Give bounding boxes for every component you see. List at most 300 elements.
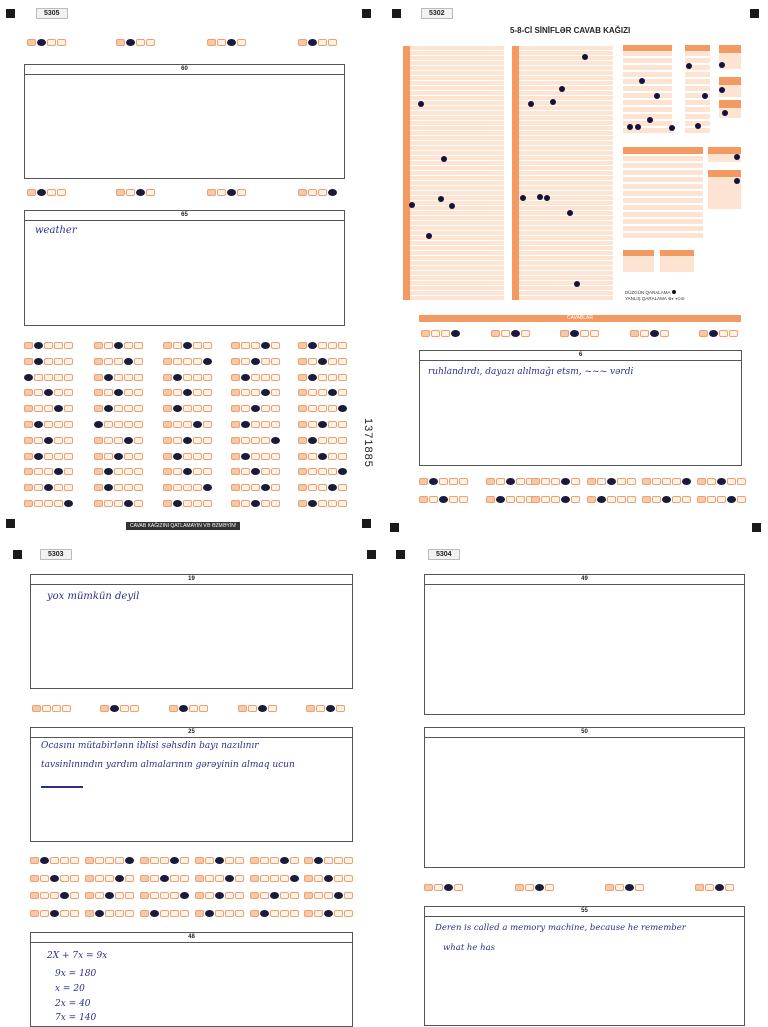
bubble[interactable] <box>298 342 307 349</box>
bubble[interactable] <box>241 389 250 396</box>
bubble[interactable] <box>183 484 192 491</box>
bubble-row[interactable] <box>94 374 144 383</box>
bubble[interactable] <box>250 892 259 899</box>
bubble[interactable] <box>104 437 113 444</box>
bubble[interactable] <box>260 857 269 864</box>
bubble[interactable] <box>328 500 337 507</box>
bubble[interactable] <box>24 484 33 491</box>
filled-bubble[interactable] <box>308 374 317 381</box>
bubble[interactable] <box>104 342 113 349</box>
bubble[interactable] <box>134 421 143 428</box>
bubble[interactable] <box>308 358 317 365</box>
bubble[interactable] <box>516 478 525 485</box>
bubble[interactable] <box>231 453 240 460</box>
bubble[interactable] <box>95 892 104 899</box>
filled-bubble[interactable] <box>334 892 343 899</box>
bubble[interactable] <box>707 496 716 503</box>
bubble[interactable] <box>24 421 33 428</box>
filled-bubble[interactable] <box>496 496 505 503</box>
bubble-row[interactable] <box>231 358 281 367</box>
bubble[interactable] <box>104 421 113 428</box>
bubble-row[interactable] <box>587 478 637 487</box>
bubble[interactable] <box>195 910 204 917</box>
bubble[interactable] <box>173 437 182 444</box>
bubble[interactable] <box>85 875 94 882</box>
bubble[interactable] <box>419 478 428 485</box>
bubble[interactable] <box>318 500 327 507</box>
bubble[interactable] <box>150 875 159 882</box>
bubble[interactable] <box>235 910 244 917</box>
bubble[interactable] <box>193 453 202 460</box>
bubble[interactable] <box>308 468 317 475</box>
bubble[interactable] <box>250 910 259 917</box>
filled-bubble[interactable] <box>94 421 103 428</box>
filled-bubble[interactable] <box>54 468 63 475</box>
bubble[interactable] <box>298 453 307 460</box>
bubble[interactable] <box>54 358 63 365</box>
bubble[interactable] <box>551 496 560 503</box>
bubble[interactable] <box>338 484 347 491</box>
bubble-row[interactable] <box>298 39 338 48</box>
bubble[interactable] <box>328 437 337 444</box>
filled-bubble[interactable] <box>150 910 159 917</box>
filled-bubble[interactable] <box>115 875 124 882</box>
bubble-row[interactable] <box>560 330 600 339</box>
bubble[interactable] <box>44 342 53 349</box>
bubble[interactable] <box>134 484 143 491</box>
bubble-row[interactable] <box>298 405 348 414</box>
bubble-row[interactable] <box>24 500 74 509</box>
bubble[interactable] <box>304 875 313 882</box>
bubble[interactable] <box>170 875 179 882</box>
bubble-row[interactable] <box>24 484 74 493</box>
bubble[interactable] <box>70 857 79 864</box>
bubble[interactable] <box>50 892 59 899</box>
bubble[interactable] <box>163 500 172 507</box>
bubble[interactable] <box>235 875 244 882</box>
bubble[interactable] <box>459 496 468 503</box>
bubble[interactable] <box>40 892 49 899</box>
bubble-row[interactable] <box>24 374 74 383</box>
bubble-row[interactable] <box>531 496 581 505</box>
bubble[interactable] <box>338 421 347 428</box>
bubble[interactable] <box>449 496 458 503</box>
bubble[interactable] <box>439 478 448 485</box>
bubble[interactable] <box>115 892 124 899</box>
filled-bubble[interactable] <box>318 453 327 460</box>
filled-bubble[interactable] <box>183 437 192 444</box>
bubble[interactable] <box>231 342 240 349</box>
filled-bubble[interactable] <box>173 405 182 412</box>
bubble[interactable] <box>328 374 337 381</box>
bubble[interactable] <box>298 500 307 507</box>
bubble[interactable] <box>104 358 113 365</box>
bubble[interactable] <box>571 496 580 503</box>
bubble[interactable] <box>85 892 94 899</box>
filled-bubble[interactable] <box>104 405 113 412</box>
bubble[interactable] <box>124 405 133 412</box>
filled-bubble[interactable] <box>338 405 347 412</box>
bubble[interactable] <box>94 468 103 475</box>
bubble[interactable] <box>70 892 79 899</box>
bubble-row[interactable] <box>24 421 74 430</box>
bubble[interactable] <box>298 437 307 444</box>
bubble-row[interactable] <box>695 884 735 893</box>
bubble[interactable] <box>642 496 651 503</box>
bubble[interactable] <box>697 478 706 485</box>
bubble[interactable] <box>541 496 550 503</box>
bubble[interactable] <box>203 468 212 475</box>
bubble[interactable] <box>271 374 280 381</box>
filled-bubble[interactable] <box>290 875 299 882</box>
bubble[interactable] <box>241 405 250 412</box>
bubble[interactable] <box>271 484 280 491</box>
question-55-box[interactable] <box>424 906 745 1026</box>
bubble[interactable] <box>486 478 495 485</box>
bubble[interactable] <box>54 484 63 491</box>
bubble-row[interactable] <box>486 496 536 505</box>
question-48-box[interactable] <box>30 932 353 1027</box>
filled-bubble[interactable] <box>607 478 616 485</box>
bubble[interactable] <box>225 910 234 917</box>
bubble[interactable] <box>251 437 260 444</box>
bubble[interactable] <box>193 405 202 412</box>
bubble[interactable] <box>34 500 43 507</box>
bubble[interactable] <box>94 500 103 507</box>
bubble-row[interactable] <box>298 468 348 477</box>
bubble-row[interactable] <box>298 189 338 198</box>
bubble-row[interactable] <box>85 857 135 866</box>
bubble[interactable] <box>124 453 133 460</box>
bubble[interactable] <box>587 496 596 503</box>
bubble[interactable] <box>271 405 280 412</box>
bubble[interactable] <box>114 405 123 412</box>
bubble[interactable] <box>64 453 73 460</box>
bubble[interactable] <box>195 875 204 882</box>
bubble-row[interactable] <box>207 189 247 198</box>
bubble[interactable] <box>261 405 270 412</box>
bubble[interactable] <box>203 437 212 444</box>
bubble[interactable] <box>205 892 214 899</box>
bubble-row[interactable] <box>697 496 747 505</box>
bubble[interactable] <box>334 875 343 882</box>
bubble-row[interactable] <box>304 875 354 884</box>
bubble-row[interactable] <box>100 705 140 714</box>
bubble[interactable] <box>34 374 43 381</box>
bubble-row[interactable] <box>491 330 531 339</box>
bubble[interactable] <box>308 405 317 412</box>
bubble[interactable] <box>298 389 307 396</box>
bubble[interactable] <box>115 857 124 864</box>
bubble-row[interactable] <box>163 342 213 351</box>
bubble[interactable] <box>531 496 540 503</box>
bubble[interactable] <box>672 496 681 503</box>
bubble[interactable] <box>271 389 280 396</box>
bubble[interactable] <box>449 478 458 485</box>
filled-bubble[interactable] <box>506 478 515 485</box>
bubble[interactable] <box>737 478 746 485</box>
bubble[interactable] <box>183 453 192 460</box>
bubble[interactable] <box>105 857 114 864</box>
bubble-row[interactable] <box>94 358 144 367</box>
bubble[interactable] <box>124 421 133 428</box>
bubble-row[interactable] <box>85 892 135 901</box>
bubble[interactable] <box>261 468 270 475</box>
bubble[interactable] <box>271 342 280 349</box>
bubble[interactable] <box>328 453 337 460</box>
bubble[interactable] <box>261 453 270 460</box>
bubble[interactable] <box>697 496 706 503</box>
bubble[interactable] <box>114 421 123 428</box>
bubble-row[interactable] <box>94 437 144 446</box>
filled-bubble[interactable] <box>50 875 59 882</box>
bubble-row[interactable] <box>250 910 300 919</box>
bubble[interactable] <box>717 496 726 503</box>
bubble[interactable] <box>85 857 94 864</box>
filled-bubble[interactable] <box>251 405 260 412</box>
bubble-row[interactable] <box>24 405 74 414</box>
bubble[interactable] <box>338 453 347 460</box>
bubble[interactable] <box>203 389 212 396</box>
bubble[interactable] <box>344 892 353 899</box>
bubble[interactable] <box>290 910 299 917</box>
bubble-row[interactable] <box>163 468 213 477</box>
bubble[interactable] <box>338 437 347 444</box>
question-19-box[interactable] <box>30 574 353 689</box>
bubble[interactable] <box>193 358 202 365</box>
bubble-row[interactable] <box>94 389 144 398</box>
bubble-row[interactable] <box>163 484 213 493</box>
filled-bubble[interactable] <box>429 478 438 485</box>
bubble[interactable] <box>24 405 33 412</box>
bubble[interactable] <box>195 892 204 899</box>
bubble[interactable] <box>183 358 192 365</box>
bubble[interactable] <box>344 910 353 917</box>
bubble[interactable] <box>318 342 327 349</box>
bubble[interactable] <box>531 478 540 485</box>
bubble[interactable] <box>261 500 270 507</box>
bubble-row[interactable] <box>163 500 213 509</box>
bubble-row[interactable] <box>27 39 67 48</box>
bubble[interactable] <box>40 910 49 917</box>
filled-bubble[interactable] <box>44 484 53 491</box>
bubble[interactable] <box>94 358 103 365</box>
bubble[interactable] <box>95 857 104 864</box>
bubble[interactable] <box>290 857 299 864</box>
bubble-row[interactable] <box>195 910 245 919</box>
filled-bubble[interactable] <box>183 342 192 349</box>
bubble[interactable] <box>85 910 94 917</box>
bubble[interactable] <box>94 342 103 349</box>
filled-bubble[interactable] <box>160 875 169 882</box>
bubble-row[interactable] <box>32 705 72 714</box>
bubble-row[interactable] <box>140 875 190 884</box>
surname-grid[interactable] <box>519 46 613 300</box>
filled-bubble[interactable] <box>338 468 347 475</box>
filled-bubble[interactable] <box>561 478 570 485</box>
bubble[interactable] <box>318 374 327 381</box>
bubble-row[interactable] <box>94 405 144 414</box>
bubble[interactable] <box>104 453 113 460</box>
bubble[interactable] <box>338 374 347 381</box>
bubble-row[interactable] <box>163 389 213 398</box>
bubble[interactable] <box>64 389 73 396</box>
filled-bubble[interactable] <box>215 857 224 864</box>
filled-bubble[interactable] <box>104 468 113 475</box>
bubble[interactable] <box>173 468 182 475</box>
filled-bubble[interactable] <box>24 374 33 381</box>
bubble-row[interactable] <box>298 484 348 493</box>
bubble[interactable] <box>314 910 323 917</box>
bubble[interactable] <box>44 374 53 381</box>
bubble-row[interactable] <box>231 389 281 398</box>
bubble[interactable] <box>24 437 33 444</box>
question-25-box[interactable] <box>30 727 353 842</box>
bubble[interactable] <box>270 857 279 864</box>
bubble[interactable] <box>506 496 515 503</box>
bubble[interactable] <box>125 892 134 899</box>
bubble[interactable] <box>94 484 103 491</box>
bubble[interactable] <box>94 453 103 460</box>
filled-bubble[interactable] <box>173 500 182 507</box>
bubble[interactable] <box>193 389 202 396</box>
bubble[interactable] <box>150 857 159 864</box>
bubble[interactable] <box>203 421 212 428</box>
bubble[interactable] <box>34 484 43 491</box>
bubble[interactable] <box>163 421 172 428</box>
bubble[interactable] <box>328 468 337 475</box>
bubble[interactable] <box>183 421 192 428</box>
bubble[interactable] <box>235 892 244 899</box>
bubble[interactable] <box>180 857 189 864</box>
bubble[interactable] <box>173 389 182 396</box>
filled-bubble[interactable] <box>324 875 333 882</box>
bubble[interactable] <box>672 478 681 485</box>
bubble-row[interactable] <box>116 189 156 198</box>
bubble[interactable] <box>124 374 133 381</box>
bubble[interactable] <box>114 437 123 444</box>
bubble[interactable] <box>134 389 143 396</box>
bubble[interactable] <box>24 342 33 349</box>
filled-bubble[interactable] <box>124 358 133 365</box>
bubble-row[interactable] <box>231 468 281 477</box>
filled-bubble[interactable] <box>682 478 691 485</box>
bubble[interactable] <box>298 374 307 381</box>
filled-bubble[interactable] <box>225 875 234 882</box>
filled-bubble[interactable] <box>124 437 133 444</box>
bubble[interactable] <box>160 857 169 864</box>
bubble[interactable] <box>134 358 143 365</box>
bubble-row[interactable] <box>697 478 747 487</box>
filled-bubble[interactable] <box>40 857 49 864</box>
bubble[interactable] <box>94 389 103 396</box>
bubble-row[interactable] <box>231 342 281 351</box>
bubble[interactable] <box>193 374 202 381</box>
bubble[interactable] <box>30 875 39 882</box>
bubble[interactable] <box>308 453 317 460</box>
bubble[interactable] <box>163 453 172 460</box>
bubble[interactable] <box>304 910 313 917</box>
bubble[interactable] <box>134 437 143 444</box>
bubble[interactable] <box>231 437 240 444</box>
bubble[interactable] <box>205 875 214 882</box>
bubble-row[interactable] <box>163 421 213 430</box>
bubble[interactable] <box>270 875 279 882</box>
bubble[interactable] <box>30 892 39 899</box>
bubble[interactable] <box>627 478 636 485</box>
bubble[interactable] <box>44 468 53 475</box>
bubble[interactable] <box>597 478 606 485</box>
bubble-row[interactable] <box>298 389 348 398</box>
filled-bubble[interactable] <box>308 437 317 444</box>
bubble-row[interactable] <box>30 892 80 901</box>
bubble-row[interactable] <box>231 453 281 462</box>
bubble-row[interactable] <box>140 910 190 919</box>
bubble-row[interactable] <box>30 857 80 866</box>
bubble[interactable] <box>225 857 234 864</box>
bubble[interactable] <box>173 358 182 365</box>
question-6-box[interactable] <box>419 350 742 466</box>
bubble[interactable] <box>54 342 63 349</box>
bubble[interactable] <box>183 500 192 507</box>
bubble[interactable] <box>231 405 240 412</box>
bubble[interactable] <box>44 358 53 365</box>
bubble-row[interactable] <box>163 453 213 462</box>
bubble[interactable] <box>270 910 279 917</box>
filled-bubble[interactable] <box>34 342 43 349</box>
bubble[interactable] <box>231 468 240 475</box>
bubble-row[interactable] <box>24 342 74 351</box>
bubble-row[interactable] <box>231 437 281 446</box>
filled-bubble[interactable] <box>170 857 179 864</box>
bubble[interactable] <box>64 421 73 428</box>
bubble[interactable] <box>173 342 182 349</box>
bubble-row[interactable] <box>94 484 144 493</box>
bubble[interactable] <box>163 389 172 396</box>
bubble[interactable] <box>344 875 353 882</box>
filled-bubble[interactable] <box>34 453 43 460</box>
bubble[interactable] <box>251 484 260 491</box>
bubble[interactable] <box>124 389 133 396</box>
bubble[interactable] <box>173 484 182 491</box>
bubble[interactable] <box>54 421 63 428</box>
bubble[interactable] <box>250 875 259 882</box>
bubble-row[interactable] <box>27 189 67 198</box>
bubble-row[interactable] <box>140 857 190 866</box>
bubble[interactable] <box>662 478 671 485</box>
bubble[interactable] <box>94 374 103 381</box>
bubble-row[interactable] <box>85 910 135 919</box>
bubble[interactable] <box>124 468 133 475</box>
bubble-row[interactable] <box>304 857 354 866</box>
bubble[interactable] <box>44 453 53 460</box>
bubble-row[interactable] <box>169 705 209 714</box>
bubble[interactable] <box>160 910 169 917</box>
bubble[interactable] <box>104 500 113 507</box>
bubble-row[interactable] <box>116 39 156 48</box>
bubble[interactable] <box>205 857 214 864</box>
bubble-row[interactable] <box>195 892 245 901</box>
bubble-row[interactable] <box>30 875 80 884</box>
bubble-row[interactable] <box>207 39 247 48</box>
bubble[interactable] <box>271 500 280 507</box>
bubble[interactable] <box>150 892 159 899</box>
bubble-row[interactable] <box>24 468 74 477</box>
bubble[interactable] <box>271 358 280 365</box>
filled-bubble[interactable] <box>439 496 448 503</box>
bubble[interactable] <box>114 374 123 381</box>
filled-bubble[interactable] <box>50 910 59 917</box>
